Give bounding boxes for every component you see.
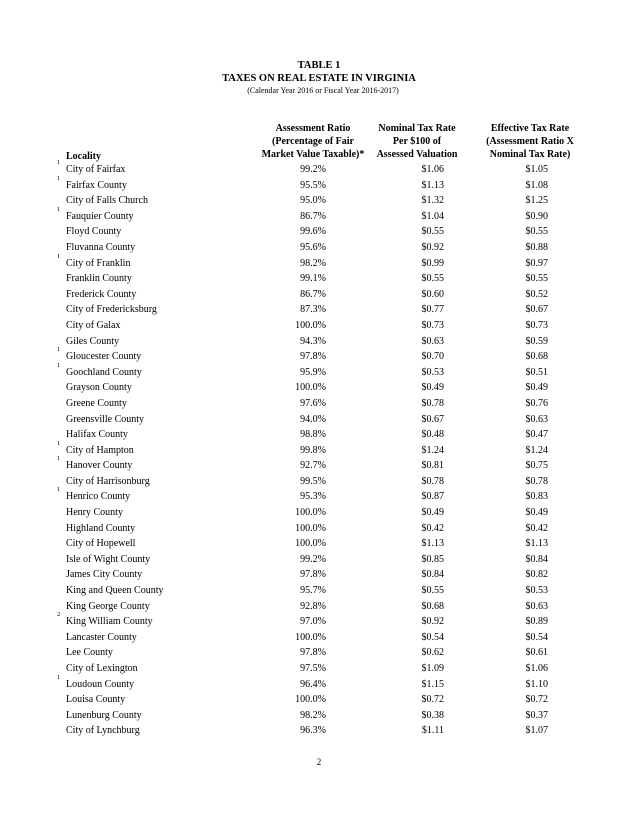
nominal-rate-cell: $0.48 (421, 429, 444, 441)
nominal-rate-cell: $1.13 (421, 179, 444, 191)
nominal-rate-cell: $0.49 (421, 382, 444, 394)
effective-rate-cell: $0.63 (525, 413, 548, 425)
effective-rate-cell: $0.72 (525, 694, 548, 706)
locality-cell: King William County (66, 616, 153, 628)
assessment-ratio-cell: 94.0% (300, 413, 326, 425)
footnote-marker: 1 (57, 159, 61, 166)
effective-rate-cell: $0.67 (525, 304, 548, 316)
table-row (0, 599, 638, 615)
locality-cell: Halifax County (66, 429, 128, 441)
table-body (0, 159, 638, 739)
nominal-rate-cell: $0.72 (421, 694, 444, 706)
nominal-rate-cell: $0.38 (421, 709, 444, 721)
locality-cell: Frederick County (66, 288, 137, 300)
effective-rate-cell: $0.83 (525, 491, 548, 503)
locality-cell: Franklin County (66, 273, 132, 285)
locality-cell: Lunenburg County (66, 709, 142, 721)
locality-cell: Fauquier County (66, 210, 134, 222)
effective-rate-cell: $0.73 (525, 319, 548, 331)
nominal-rate-cell: $0.63 (421, 335, 444, 347)
effective-rate-cell: $1.24 (525, 444, 548, 456)
header-line: Assessed Valuation (376, 149, 458, 160)
assessment-ratio-cell: 99.2% (300, 164, 326, 175)
assessment-ratio-cell: 99.6% (300, 226, 326, 238)
table-title: TAXES ON REAL ESTATE IN VIRGINIA (222, 73, 416, 84)
nominal-rate-cell: $1.11 (421, 725, 444, 737)
table-row (0, 380, 638, 396)
effective-rate-cell: $0.76 (525, 397, 548, 409)
assessment-ratio-cell: 97.8% (300, 569, 326, 581)
nominal-rate-cell: $1.32 (421, 195, 444, 207)
assessment-ratio-cell: 86.7% (300, 288, 326, 300)
assessment-ratio-cell: 97.5% (300, 663, 326, 674)
table-row (0, 630, 638, 646)
assessment-ratio-cell: 99.5% (300, 475, 326, 487)
effective-rate-cell: $1.08 (525, 179, 548, 191)
assessment-ratio-cell: 97.6% (300, 397, 326, 409)
footnote-marker: 1 (57, 455, 61, 463)
assessment-ratio-cell: 96.4% (300, 678, 326, 690)
locality-cell: Loudoun County (66, 678, 135, 690)
effective-rate-cell: $1.25 (525, 195, 548, 207)
footnote-marker: 1 (57, 174, 61, 182)
locality-cell: Fairfax County (66, 179, 127, 191)
header-line: Assessment Ratio (275, 123, 351, 134)
locality-cell: Greensville County (66, 413, 145, 425)
table-row (0, 552, 638, 568)
assessment-ratio-cell: 100.0% (295, 507, 326, 519)
effective-rate-cell: $0.59 (525, 335, 548, 347)
locality-cell: City of Fairfax (66, 164, 126, 175)
footnote-marker: 1 (57, 346, 61, 354)
header-line: Nominal Tax Rate) (489, 149, 571, 160)
assessment-ratio-cell: 100.0% (295, 631, 326, 643)
assessment-ratio-cell: 98.8% (300, 429, 326, 441)
locality-cell: Lee County (66, 647, 113, 659)
nominal-rate-cell: $0.81 (421, 460, 444, 472)
locality-cell: Greene County (66, 397, 127, 409)
table-row (0, 661, 638, 677)
assessment-ratio-cell: 92.7% (300, 460, 326, 472)
assessment-ratio-cell: 95.0% (300, 195, 326, 207)
locality-cell: Henry County (66, 507, 123, 519)
assessment-ratio-cell: 98.2% (300, 257, 326, 269)
nominal-rate-cell: $0.60 (421, 288, 444, 300)
table-row (0, 174, 638, 194)
effective-rate-cell: $0.89 (525, 616, 548, 628)
assessment-ratio-cell: 95.3% (300, 491, 326, 503)
table-row (0, 412, 638, 428)
nominal-rate-cell: $1.04 (421, 210, 444, 222)
table-row (0, 334, 638, 350)
locality-cell: James City County (66, 569, 143, 581)
nominal-rate-cell: $0.55 (421, 226, 444, 238)
header-locality: Locality (66, 151, 101, 162)
effective-rate-cell: $0.82 (525, 569, 548, 581)
effective-rate-cell: $0.75 (525, 460, 548, 472)
locality-cell: City of Fredericksburg (66, 304, 157, 316)
assessment-ratio-cell: 95.9% (300, 366, 326, 378)
table-row (0, 474, 638, 490)
table-row (0, 271, 638, 287)
nominal-rate-cell: $1.13 (421, 538, 444, 550)
assessment-ratio-cell: 100.0% (295, 319, 326, 331)
locality-cell: City of Hampton (66, 444, 134, 456)
locality-cell: Fluvanna County (66, 241, 136, 253)
table-row (0, 427, 638, 443)
nominal-rate-cell: $1.15 (421, 678, 444, 690)
nominal-rate-cell: $0.78 (421, 475, 444, 487)
assessment-ratio-cell: 99.2% (300, 553, 326, 565)
header-line: Effective Tax Rate (490, 123, 570, 134)
table-subtitle: (Calendar Year 2016 or Fiscal Year 2016-2017) (247, 86, 399, 95)
assessment-ratio-cell: 98.2% (300, 709, 326, 721)
assessment-ratio-cell: 100.0% (295, 522, 326, 534)
table-row (0, 287, 638, 303)
nominal-rate-cell: $0.42 (421, 522, 444, 534)
effective-rate-cell: $1.13 (525, 538, 548, 550)
nominal-rate-cell: $0.67 (421, 413, 444, 425)
effective-rate-cell: $1.10 (525, 678, 548, 690)
footnote-marker: 1 (57, 673, 61, 681)
table-row (0, 193, 638, 209)
header-line: Per $100 of (392, 136, 442, 147)
table-row (0, 673, 638, 693)
footnote-marker: 1 (57, 361, 61, 369)
locality-cell: City of Lynchburg (66, 725, 140, 737)
assessment-ratio-cell: 99.1% (300, 273, 326, 285)
footnote-marker: 1 (57, 205, 61, 213)
effective-rate-cell: $0.97 (525, 257, 548, 269)
nominal-rate-cell: $1.09 (421, 663, 444, 674)
effective-rate-cell: $0.42 (525, 522, 548, 534)
nominal-rate-cell: $0.92 (421, 241, 444, 253)
effective-rate-cell: $1.07 (525, 725, 548, 737)
locality-cell: City of Lexington (66, 663, 138, 674)
table-row (0, 318, 638, 334)
table-row (0, 240, 638, 256)
table-row (0, 611, 638, 630)
effective-rate-cell: $0.78 (525, 475, 548, 487)
locality-cell: Goochland County (66, 366, 142, 378)
table-row (0, 252, 638, 272)
nominal-rate-cell: $0.73 (421, 319, 444, 331)
assessment-ratio-cell: 100.0% (295, 538, 326, 550)
footnote-marker: 1 (57, 439, 61, 447)
table-row (0, 723, 638, 739)
effective-rate-cell: $0.49 (525, 507, 548, 519)
effective-rate-cell: $0.37 (525, 709, 548, 721)
effective-rate-cell: $1.06 (525, 663, 548, 674)
nominal-rate-cell: $0.62 (421, 647, 444, 659)
header-nominal-tax-rate (364, 122, 470, 161)
locality-cell: Lancaster County (66, 631, 137, 643)
table-row (0, 159, 638, 178)
nominal-rate-cell: $0.55 (421, 273, 444, 285)
locality-cell: City of Galax (66, 319, 121, 331)
assessment-ratio-cell: 94.3% (300, 335, 326, 347)
effective-rate-cell: $0.68 (525, 351, 548, 363)
effective-rate-cell: $0.54 (525, 631, 548, 643)
table-row (0, 224, 638, 240)
footnote-marker: 2 (57, 611, 61, 619)
assessment-ratio-cell: 87.3% (300, 304, 326, 316)
locality-cell: Louisa County (66, 694, 126, 706)
table-row (0, 346, 638, 365)
table-row (0, 486, 638, 505)
locality-cell: City of Franklin (66, 257, 131, 269)
locality-cell: Grayson County (66, 382, 132, 394)
table-row (0, 361, 638, 381)
nominal-rate-cell: $0.68 (421, 600, 444, 612)
nominal-rate-cell: $0.78 (421, 397, 444, 409)
table-row (0, 708, 638, 724)
table-row (0, 396, 638, 412)
assessment-ratio-cell: 92.8% (300, 600, 326, 612)
header-line: (Percentage of Fair (272, 136, 354, 147)
assessment-ratio-cell: 100.0% (295, 694, 326, 706)
table-row (0, 505, 638, 521)
table-row (0, 205, 638, 225)
table-row (0, 567, 638, 583)
nominal-rate-cell: $0.92 (421, 616, 444, 628)
nominal-rate-cell: $0.70 (421, 351, 444, 363)
effective-rate-cell: $0.61 (525, 647, 548, 659)
table-row (0, 302, 638, 318)
nominal-rate-cell: $0.84 (421, 569, 444, 581)
nominal-rate-cell: $1.06 (421, 164, 444, 175)
effective-rate-cell: $0.47 (525, 429, 548, 441)
locality-cell: Floyd County (66, 226, 122, 238)
nominal-rate-cell: $0.87 (421, 491, 444, 503)
effective-rate-cell: $1.05 (525, 164, 548, 175)
page-number: 2 (316, 757, 322, 767)
locality-cell: Gloucester County (66, 351, 142, 363)
table-number: TABLE 1 (297, 60, 341, 71)
nominal-rate-cell: $0.99 (421, 257, 444, 269)
assessment-ratio-cell: 97.0% (300, 616, 326, 628)
assessment-ratio-cell: 95.6% (300, 241, 326, 253)
nominal-rate-cell: $0.55 (421, 585, 444, 597)
effective-rate-cell: $0.88 (525, 241, 548, 253)
nominal-rate-cell: $0.53 (421, 366, 444, 378)
header-line: Market Value Taxable)* (261, 149, 365, 160)
assessment-ratio-cell: 97.8% (300, 351, 326, 363)
table-row (0, 536, 638, 552)
table-row (0, 455, 638, 474)
locality-cell: Hanover County (66, 460, 133, 472)
assessment-ratio-cell: 97.8% (300, 647, 326, 659)
locality-cell: City of Harrisonburg (66, 475, 150, 487)
footnote-marker: 1 (57, 486, 61, 494)
nominal-rate-cell: $0.49 (421, 507, 444, 519)
effective-rate-cell: $0.84 (525, 553, 548, 565)
nominal-rate-cell: $0.85 (421, 553, 444, 565)
assessment-ratio-cell: 96.3% (300, 725, 326, 737)
table-row (0, 521, 638, 537)
nominal-rate-cell: $0.77 (421, 304, 444, 316)
locality-cell: City of Hopewell (66, 538, 136, 550)
effective-rate-cell: $0.52 (525, 288, 548, 300)
nominal-rate-cell: $1.24 (421, 444, 444, 456)
effective-rate-cell: $0.55 (525, 273, 548, 285)
header-line: Nominal Tax Rate (378, 123, 456, 134)
table-row (0, 692, 638, 708)
locality-cell: King and Queen County (66, 585, 164, 597)
table-row (0, 583, 638, 599)
header-line: (Assessment Ratio X (486, 136, 574, 147)
locality-cell: City of Falls Church (66, 195, 148, 207)
table-row (0, 439, 638, 459)
assessment-ratio-cell: 95.7% (300, 585, 326, 597)
effective-rate-cell: $0.49 (525, 382, 548, 394)
assessment-ratio-cell: 99.8% (300, 444, 326, 456)
effective-rate-cell: $0.90 (525, 210, 548, 222)
locality-cell: Highland County (66, 522, 136, 534)
effective-rate-cell: $0.55 (525, 226, 548, 238)
assessment-ratio-cell: 86.7% (300, 210, 326, 222)
effective-rate-cell: $0.53 (525, 585, 548, 597)
nominal-rate-cell: $0.54 (421, 631, 444, 643)
table-row (0, 645, 638, 661)
locality-cell: Isle of Wight County (66, 553, 151, 565)
assessment-ratio-cell: 95.5% (300, 179, 326, 191)
effective-rate-cell: $0.63 (525, 600, 548, 612)
locality-cell: Henrico County (66, 491, 131, 503)
effective-rate-cell: $0.51 (525, 366, 548, 378)
locality-cell: Giles County (66, 335, 120, 347)
locality-cell: King George County (66, 600, 150, 612)
assessment-ratio-cell: 100.0% (295, 382, 326, 394)
header-effective-tax-rate (470, 122, 590, 161)
footnote-marker: 1 (57, 252, 61, 260)
